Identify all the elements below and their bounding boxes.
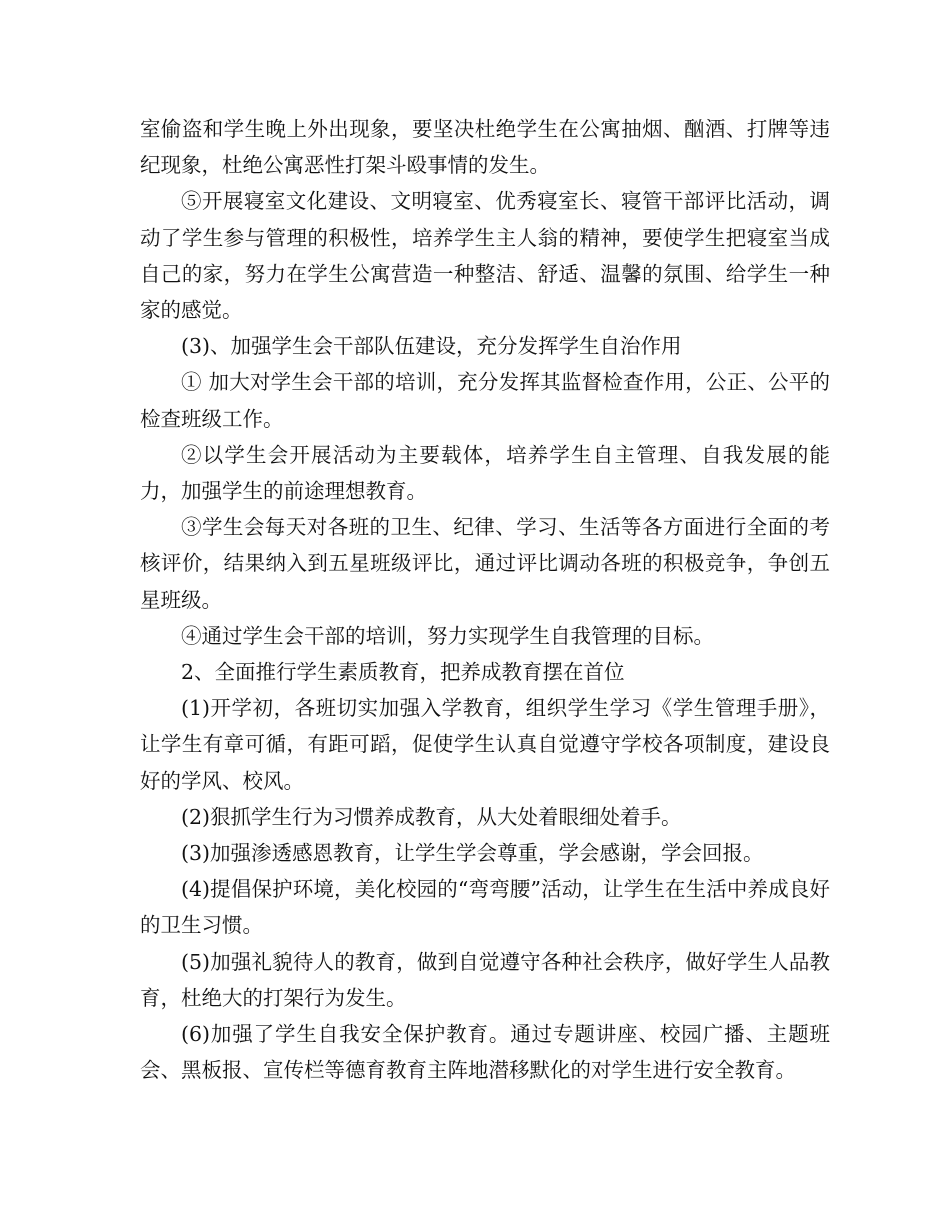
paragraph-3: (3)、加强学生会干部队伍建设，充分发挥学生自治作用 — [181, 334, 682, 359]
paragraph-1: 室偷盗和学生晚上外出现象，要坚决杜绝学生在公寓抽烟、酗酒、打牌等违纪现象，杜绝公寓恶性打架斗殴事情的发生。 — [140, 117, 830, 178]
paragraph-2: ⑤开展寝室文化建设、文明寝室、优秀寝室长、寝管干部评比活动，调动了学生参与管理的积极性，培养学生主人翁的精神，要使学生把寝室当成自己的家，努力在学生公寓营造一种整洁、舒适、温馨的氛围、给学生一种家的感觉。 — [140, 189, 830, 323]
document-body — [140, 111, 830, 1088]
paragraph-8: 2、全面推行学生素质教育，把养成教育摆在首位 — [181, 660, 625, 685]
paragraph-9: (1)开学初，各班切实加强入学教育，组织学生学习《学生管理手册》，让学生有章可循，有距可蹈，促使学生认真自觉遵守学校各项制度，建设良好的学风、校风。 — [140, 696, 830, 793]
paragraph-5: ②以学生会开展活动为主要载体，培养学生自主管理、自我发展的能力，加强学生的前途理想教育。 — [140, 442, 830, 504]
paragraph-12: (4)提倡保护环境，美化校园的“弯弯腰”活动，让学生在生活中养成良好的卫生习惯。 — [140, 877, 830, 938]
paragraph-11: (3)加强渗透感恩教育，让学生学会尊重，学会感谢，学会回报。 — [181, 841, 764, 866]
paragraph-6: ③学生会每天对各班的卫生、纪律、学习、生活等各方面进行全面的考核评价，结果纳入到五星班级评比，通过评比调动各班的积极竞争，争创五星班级。 — [140, 515, 830, 612]
paragraph-14: (6)加强了学生自我安全保护教育。通过专题讲座、校园广播、主题班会、黑板报、宣传栏等德育教育主阵地潜移默化的对学生进行安全教育。 — [140, 1022, 830, 1083]
paragraph-4: ① 加大对学生会干部的培训，充分发挥其监督检查作用，公正、公平的检查班级工作。 — [140, 370, 830, 431]
paragraph-13: (5)加强礼貌待人的教育，做到自觉遵守各种社会秩序，做好学生人品教育，杜绝大的打架行为发生。 — [140, 949, 830, 1010]
paragraph-7: ④通过学生会干部的培训，努力实现学生自我管理的目标。 — [181, 623, 714, 648]
paragraph-10: (2)狠抓学生行为习惯养成教育，从大处着眼细处着手。 — [181, 804, 682, 829]
